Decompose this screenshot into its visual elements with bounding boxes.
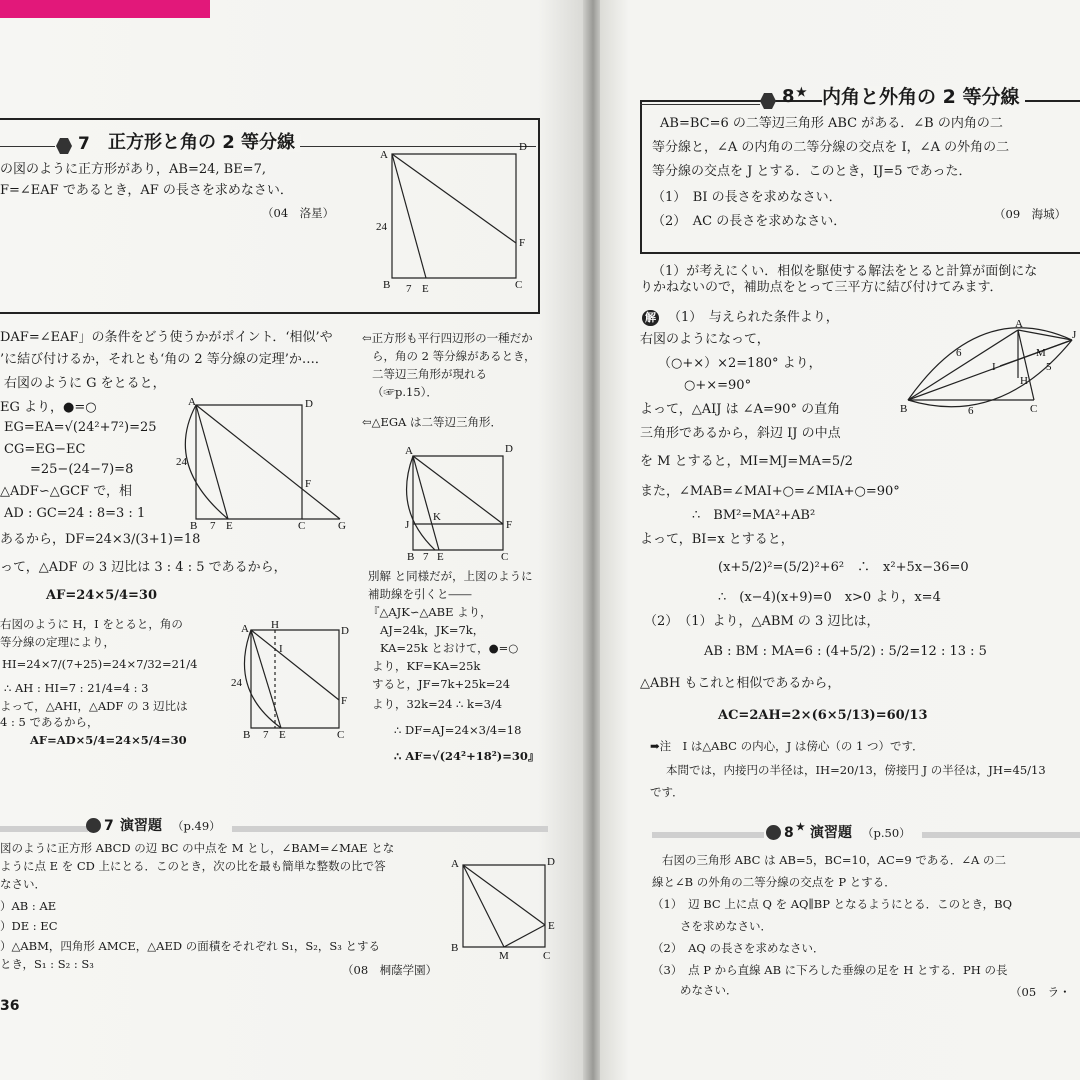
problem-text: AB=BC=6 の二等辺三角形 ABC がある．∠B の内角の二 <box>660 116 1003 131</box>
solution-text: 右図のように H，I をとると，角の <box>0 617 183 631</box>
label-be: 7 <box>406 283 412 295</box>
pink-tab <box>0 0 210 18</box>
label-d: D <box>341 625 349 637</box>
solution-text: 右図のようになって， <box>640 332 770 347</box>
figure-triangle <box>900 318 1080 418</box>
solution-text: 三角形であるから，斜辺 IJ の中点 <box>640 426 841 441</box>
problem-title: 内角と外角の 2 等分線 <box>822 86 1025 108</box>
figure-square-main <box>370 140 530 300</box>
exercise-text: めなさい． <box>680 983 738 997</box>
exercise-number: 7 <box>104 818 114 834</box>
note-text: です． <box>650 785 684 799</box>
solution-text: AB : BM : MA=6 : (4+5/2) : 5/2=12 : 13 : 5 <box>704 644 987 659</box>
star-mark: ★ <box>796 85 807 99</box>
label-f: F <box>519 237 526 249</box>
header-rule <box>640 104 760 105</box>
label-f: F <box>506 519 513 531</box>
solution-text: AD : GC=24 : 8=3 : 1 <box>4 506 146 521</box>
solution-text: よって，△AIJ は ∠A=90° の直角 <box>640 402 841 417</box>
star-mark: ★ <box>796 822 805 833</box>
label-six: 6 <box>956 347 962 359</box>
solution-text: すると，JF=7k+25k=24 <box>372 677 511 691</box>
label-seven: 7 <box>423 551 429 563</box>
label-d: D <box>519 141 527 153</box>
label-h: H <box>271 619 279 631</box>
label-g: G <box>338 520 346 532</box>
exercise-text: （3） 点 P から直線 AB に下ろした垂線の足を H とする．PH の長 <box>652 963 1008 977</box>
solution-text: EG=EA=√(24²+7²)=25 <box>4 420 157 435</box>
right-page <box>600 0 1080 1080</box>
problem-text: （2） AC の長さを求めなさい． <box>652 214 847 229</box>
answer-text: AF=AD×5/4=24×5/4=30 <box>30 733 187 747</box>
segment-af <box>392 154 516 243</box>
square-outline <box>463 865 545 947</box>
problem-text: F=∠EAF であるとき，AF の長さを求めなさい． <box>0 183 293 198</box>
solution-text: （1） 与えられた条件より， <box>668 310 839 325</box>
exercise-text: （1） 辺 BC 上に点 Q を AQ∥BP となるようにとる．このとき，BQ <box>652 897 1013 911</box>
exercise-text: ）△ABM，四角形 AMCE，△AED の面積をそれぞれ S₁，S₂，S₃ とする <box>0 939 380 953</box>
label-side: 24 <box>231 677 242 689</box>
problem-source: （09 海城） <box>994 207 1067 221</box>
label-m: M <box>1036 347 1046 359</box>
exercise-number: 8 <box>784 825 794 841</box>
label-d: D <box>547 856 555 868</box>
solution-text: CG=EG−EC <box>4 442 86 457</box>
label-i: I <box>279 643 283 655</box>
label-b: B <box>451 942 459 954</box>
segment-ae <box>413 456 439 550</box>
label-a: A <box>1015 318 1023 330</box>
label-e: E <box>422 283 429 295</box>
page-number: 36 <box>0 998 20 1014</box>
label-e: E <box>226 520 233 532</box>
solution-text: ∴ AH : HI=7 : 21/4=4 : 3 <box>4 681 149 695</box>
label-j: J <box>1072 329 1077 341</box>
solution-text: 補助線を引くと―― <box>368 587 472 601</box>
segment-ag <box>196 405 340 519</box>
exercise-bar <box>0 826 88 832</box>
segment-me <box>504 925 545 947</box>
segment-ae <box>251 630 281 728</box>
label-e: E <box>548 920 555 932</box>
solution-text: =25−(24−7)=8 <box>30 462 134 477</box>
problem-text: 等分線の交点を J とする．このとき，IJ=5 であった． <box>652 164 972 179</box>
solution-text: △ABH もこれと相似であるから， <box>640 676 841 691</box>
problem-text: 等分線と，∠A の内角の二等分線の交点を I，∠A の外角の二 <box>652 140 1010 155</box>
label-b: B <box>900 403 908 415</box>
exercise-bar <box>232 826 548 832</box>
exercise-bar <box>922 832 1080 838</box>
label-i: I <box>992 361 996 373</box>
intro-text: （1）が考えにくい．相似を駆使する解法をとると計算が面倒にな <box>652 264 1038 279</box>
solution-text: ○+×=90° <box>684 378 752 393</box>
label-c: C <box>501 551 509 563</box>
problem-number: 8 <box>782 86 795 107</box>
solution-text: ∴ BM²=MA²+AB² <box>692 508 816 523</box>
label-f: F <box>305 478 312 490</box>
segment-ae <box>392 154 426 278</box>
note-text: 本問では，内接円の半径は，IH=20/13，傍接円 J の半径は，JH=45/13 <box>666 763 1046 777</box>
segment-ae <box>196 405 228 519</box>
side-note: ⇦正方形も平行四辺形の一種だか <box>362 331 533 345</box>
label-j: J <box>405 519 410 531</box>
solution-text: ∴ (x−4)(x+9)=0 x>0 より，x=4 <box>718 590 941 605</box>
label-be: 7 <box>210 520 216 532</box>
exercise-text: 図のように正方形 ABCD の辺 BC の中点を M とし，∠BAM=∠MAE とな <box>0 841 395 855</box>
label-a: A <box>241 623 249 635</box>
segment-af <box>251 630 339 700</box>
solution-text: よって，BI=x とすると， <box>640 532 794 547</box>
exercise-text: ように点 E を CD 上にとる．このとき，次の比を最も簡単な整数の比で答 <box>0 859 386 873</box>
exercise-bar <box>652 832 764 838</box>
note-text: ➡注 I は△ABC の内心，J は傍心（の 1 つ）です． <box>650 739 924 753</box>
label-b: B <box>243 729 251 741</box>
label-c: C <box>543 950 551 962</box>
solution-text: より，32k=24 ∴ k=3/4 <box>372 697 503 711</box>
label-h: H <box>1020 375 1028 387</box>
solution-text: （○+×）×2=180° より， <box>658 356 822 371</box>
problem-text: の図のように正方形があり，AB=24, BE=7, <box>0 162 266 177</box>
exercise-ref: （p.49） <box>172 819 221 833</box>
label-e: E <box>437 551 444 563</box>
label-d: D <box>305 398 313 410</box>
label-k: K <box>433 511 441 523</box>
solution-text: KA=25k とおけて，●=○ <box>380 641 519 655</box>
solution-text: 別解 と同様だが，上図のように <box>368 569 533 583</box>
label-a: A <box>380 149 388 161</box>
exercise-text: とき，S₁ : S₂ : S₃ <box>0 957 94 971</box>
label-five: 5 <box>1046 361 1052 373</box>
exercise-text: 右図の三角形 ABC は AB=5，BC=10，AC=9 である．∠A の二 <box>662 853 1006 867</box>
answer-text: AC=2AH=2×(6×5/13)=60/13 <box>718 708 928 723</box>
figure-square-jk <box>395 440 525 570</box>
label-c: C <box>298 520 306 532</box>
solution-text: （2） （1）より，△ABM の 3 辺比は， <box>644 614 880 629</box>
solution-text: 右図のように G をとると， <box>4 376 166 391</box>
intro-text: りかねないので，補助点をとって三平方に結び付けてみます． <box>640 280 1003 295</box>
segment-ae <box>463 865 545 925</box>
solution-text: よって，△AHI，△ADF の 3 辺比は <box>0 699 188 713</box>
label-side: 24 <box>376 221 387 233</box>
solution-text: ∴ DF=AJ=24×3/4=18 <box>394 723 522 737</box>
solution-text: 『△AJK∽△ABE より， <box>368 605 492 619</box>
side-note: （☞p.15）． <box>372 385 438 399</box>
solution-text: を M とすると，MI=MJ=MA=5/2 <box>640 454 853 469</box>
label-m: M <box>499 950 509 962</box>
solution-text: また，∠MAB=∠MAI+○=∠MIA+○=90° <box>640 484 900 499</box>
segment-ac <box>1018 330 1034 400</box>
exercise-title: 演習題 <box>810 825 852 841</box>
exercise-source: （08 桐蔭学園） <box>342 963 438 977</box>
label-b: B <box>190 520 198 532</box>
answer-text: AF=24×5/4=30 <box>46 588 158 603</box>
figure-exercise-7 <box>445 855 565 965</box>
label-f: F <box>341 695 348 707</box>
label-b: B <box>383 279 391 291</box>
exercise-ref: （p.50） <box>862 826 911 840</box>
solution-text: △ADF∽△GCF で，相 <box>0 484 132 499</box>
label-c: C <box>337 729 345 741</box>
solution-badge: 解 <box>642 310 659 326</box>
header-rule <box>0 146 55 147</box>
segment-af <box>413 456 503 524</box>
label-be: 7 <box>263 729 269 741</box>
solution-text: HI=24×7/(7+25)=24×7/32=21/4 <box>2 657 198 671</box>
solution-text: 4 : 5 であるから， <box>0 715 99 729</box>
label-c: C <box>1030 403 1038 415</box>
exercise-text: ）AB : AE <box>0 899 57 913</box>
segment-am <box>463 865 504 947</box>
label-a: A <box>451 858 459 870</box>
circle-icon <box>86 818 101 833</box>
problem-source: （04 洛星） <box>262 206 335 220</box>
figure-square-hi <box>225 620 365 740</box>
exercise-source: （05 ラ・ <box>1010 985 1071 999</box>
exercise-text: （2） AQ の長さを求めなさい． <box>652 941 825 955</box>
solution-text: って，△ADF の 3 辺比は 3 : 4 : 5 であるから， <box>0 560 287 575</box>
exercise-text: さを求めなさい． <box>680 919 772 933</box>
solution-text: あるから，DF=24×3/(3+1)=18 <box>0 532 201 547</box>
side-note: ら，角の 2 等分線があるとき， <box>372 349 536 363</box>
exercise-text: なさい． <box>0 877 46 891</box>
figure-square-g <box>170 395 360 535</box>
problem-title: 正方形と角の 2 等分線 <box>108 134 301 152</box>
label-d: D <box>505 443 513 455</box>
circle-icon <box>766 825 781 840</box>
label-side: 24 <box>176 456 187 468</box>
segment-aj <box>1018 330 1072 340</box>
label-a: A <box>405 445 413 457</box>
problem-number: 7 <box>78 134 90 154</box>
exercise-title: 演習題 <box>120 818 162 834</box>
square-outline <box>392 154 516 278</box>
arc-lower <box>908 340 1072 407</box>
solution-text: より，KF=KA=25k <box>372 659 481 673</box>
label-b: B <box>407 551 415 563</box>
label-six: 6 <box>968 405 974 417</box>
solution-text: (x+5/2)²=(5/2)²+6² ∴ x²+5x−36=0 <box>718 560 969 575</box>
label-e: E <box>279 729 286 741</box>
label-c: C <box>515 279 523 291</box>
label-a: A <box>188 396 196 408</box>
exercise-text: ）DE : EC <box>0 919 58 933</box>
exercise-text: 線と∠B の外角の二等分線の交点を P とする． <box>652 875 896 889</box>
solution-text: DAF=∠EAF」の条件をどう使うかがポイント．‘相似’や <box>0 330 333 345</box>
solution-text: ’に結び付けるか，それとも‘角の 2 等分線の定理’か…． <box>0 352 328 367</box>
side-note: 二等辺三角形が現れる <box>372 367 487 381</box>
side-note: ⇦△EGA は二等辺三角形． <box>362 415 503 429</box>
problem-text: （1） BI の長さを求めなさい． <box>652 190 842 205</box>
answer-text: ∴ AF=√(24²+18²)=30』 <box>394 749 540 763</box>
arc-ea <box>185 405 228 519</box>
solution-text: EG より，●=○ <box>0 400 97 415</box>
solution-text: 等分線の定理により， <box>0 635 115 649</box>
solution-text: AJ=24k，JK=7k， <box>380 623 485 637</box>
